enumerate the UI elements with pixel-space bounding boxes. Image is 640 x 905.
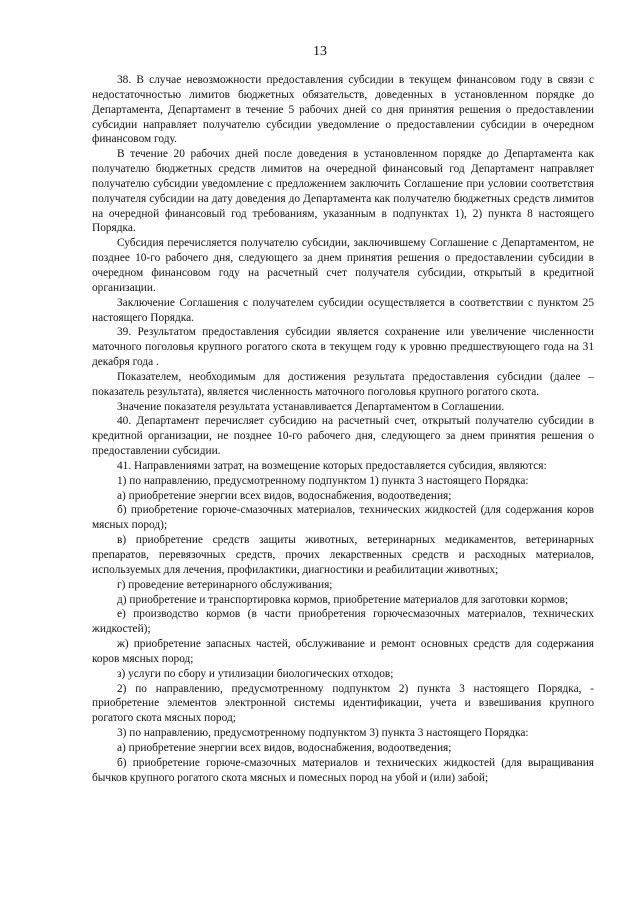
list-item-1e: е) производство кормов (в части приобретения горючесмазочных материалов, технических жидкостей); xyxy=(92,608,594,636)
list-item-1d: д) приобретение и транспортировка кормов, приобретение материалов для заготовки кормов; xyxy=(117,593,569,606)
paragraph-39: 39. Результатом предоставления субсидии является сохранение или увеличение численности маточного поголовья крупного рогатого скота в текущем году к уровню предшествующего года на 31 декабря года . xyxy=(92,326,594,369)
page-number: 13 xyxy=(313,44,327,59)
list-item-2: 2) по направлению, предусмотренному подпунктом 2) пункта 3 настоящего Порядка, - приобретение элементов электронной системы идентификации, учета и взвешивания крупного рогатого скота мясных пород; xyxy=(92,682,594,725)
paragraph-39-indicator: Показателем, необходимым для достижения результата предоставления субсидии (далее – показатель результата), является численность маточного поголовья крупного рогатого скота. xyxy=(92,370,594,398)
list-item-1z: з) услуги по сбору и утилизации биологических отходов; xyxy=(117,667,394,680)
list-item-1b: б) приобретение горюче-смазочных материалов, технических жидкостей (для содержания коров мясных пород); xyxy=(92,504,594,532)
list-item-1g: г) проведение ветеринарного обслуживания; xyxy=(117,578,333,591)
paragraph-38-agreement: Заключение Соглашения с получателем субсидии осуществляется в соответствии с пунктом 25 настоящего Порядка. xyxy=(92,296,594,324)
document-body xyxy=(92,73,594,786)
list-item-3b: б) приобретение горюче-смазочных материалов и технических жидкостей (для выращивания бычков крупного рогатого скота мясных и помесных пород на убой и (или) забой; xyxy=(92,756,594,784)
list-item-1: 1) по направлению, предусмотренному подпунктом 1) пункта 3 настоящего Порядка: xyxy=(117,474,529,487)
list-item-3a: а) приобретение энергии всех видов, водоснабжения, водоотведения; xyxy=(117,741,452,754)
list-item-3: 3) по направлению, предусмотренному подпунктом 3) пункта 3 настоящего Порядка: xyxy=(117,727,529,740)
paragraph-38-limits: В течение 20 рабочих дней после доведения в установленном порядке до Департамента как получателю бюджетных средств лимитов на очередной финансовый год Департамент направляет получателю субсидии уведомление с предложением заключить Соглашение при условии соответствия получателя субсидии на дату доведения до Департамента как получателю бюджетных средств лимитов на очередной финансовый год требованиям, указанным в подпунктах 1), 2) пункта 8 настоящего Порядка. xyxy=(92,148,594,235)
paragraph-38: 38. В случае невозможности предоставления субсидии в текущем финансовом году в связи с недостаточностью лимитов бюджетных обязательств, доведенных в установленном порядке до Департамента, Департамент в течение 5 рабочих дней со дня принятия решения о предоставлении субсидии направляет получателю субсидии уведомление о предоставлении субсидии в очередном финансовом году. xyxy=(92,74,594,146)
paragraph-39-value: Значение показателя результата устанавливается Департаментом в Соглашении. xyxy=(117,400,505,413)
list-item-1a: а) приобретение энергии всех видов, водоснабжения, водоотведения; xyxy=(117,489,452,502)
paragraph-41: 41. Направлениями затрат, на возмещение которых предоставляется субсидия, являются: xyxy=(117,459,547,472)
paragraph-40: 40. Департамент перечисляет субсидию на расчетный счет, открытый получателю субсидии в кредитной организации, не позднее 10-го рабочего дня, следующего за днем принятия решения о предоставлении субсидии. xyxy=(92,415,594,458)
paragraph-38-transfer: Субсидия перечисляется получателю субсидии, заключившему Соглашение с Департаментом, не позднее 10-го рабочего дня, следующего за днем принятия решения о предоставлении субсидии в очередном финансовом году на расчетный счет получателя субсидии, открытый в кредитной организации. xyxy=(92,237,594,294)
list-item-1zh: ж) приобретение запасных частей, обслуживание и ремонт основных средств для содержания коров мясных пород; xyxy=(92,638,594,665)
list-item-1v: в) приобретение средств защиты животных, ветеринарных медикаментов, ветеринарных препаратов, перевязочных средств, прочих лекарственных средств и расходных материалов, используемых для лечения, профилактики, диагностики и реабилитации животных; xyxy=(92,534,594,576)
